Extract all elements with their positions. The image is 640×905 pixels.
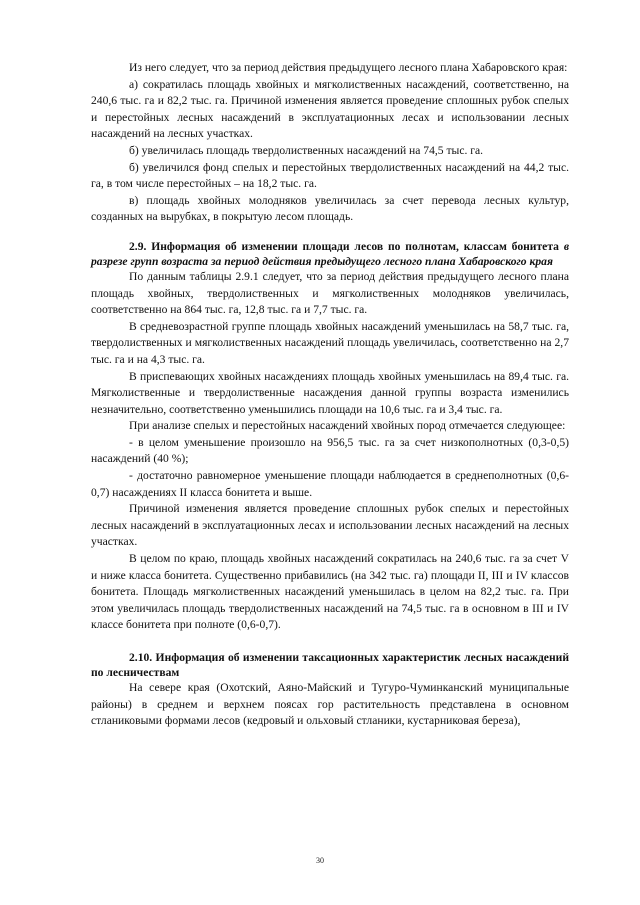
section-2-9-paragraph: В приспевающих хвойных насаждениях площадь хвойных уменьшилась на 89,4 тыс. га. Мягколиственные и твердолиственные насаждения данной группы возраста изменились незначительно, соответственно уменьшились площади на 10,6 тыс. га и 3,4 тыс. га. bbox=[91, 369, 569, 416]
section-2-9-heading bbox=[91, 239, 569, 269]
page-number: 30 bbox=[316, 856, 324, 865]
intro-item-b2: б) увеличился фонд спелых и перестойных твердолиственных насаждений на 44,2 тыс. га, в том числе перестойных – на 18,2 тыс. га. bbox=[91, 160, 569, 191]
intro-item-a: а) сократилась площадь хвойных и мягколиственных насаждений, соответственно, на 240,6 тыс. га и 82,2 тыс. га. Причиной изменения является проведение сплошных рубок спелых и перестойных лесных насаждений в эксплуатационных лесах и использовании лесных насаждений на лесных участках. bbox=[91, 77, 569, 141]
intro-lead: Из него следует, что за период действия предыдущего лесного плана Хабаровского края: bbox=[129, 61, 568, 74]
section-2-10-heading: 2.10. Информация об изменении таксационных характеристик лесных насаждений по лесничествам bbox=[91, 651, 569, 679]
section-2-9-bullet: - достаточно равномерное уменьшение площади наблюдается в среднеполнотных (0,6-0,7) насаждениях II класса бонитета и выше. bbox=[91, 469, 569, 499]
section-2-9-paragraph: В целом по краю, площадь хвойных насаждений сократилась на 240,6 тыс. га за счет V и ниже класса бонитета. Существенно прибавились (на 342 тыс. га) площади II, III и IV классов бонитета. Площадь мягколиственных насаждений уменьшилась в целом на 82,2 тыс. га. При этом увеличилась площадь твердолиственных насаждений на 74,5 тыс. га в основном в III и IV классе бонитета при полноте (0,6-0,7). bbox=[91, 552, 569, 632]
section-2-9-paragraph: При анализе спелых и перестойных насаждений хвойных пород отмечается следующее: bbox=[129, 419, 566, 433]
section-2-9-paragraph: По данным таблицы 2.9.1 следует, что за период действия предыдущего лесного плана площадь хвойных, твердолиственных и мягколиственных молодняков увеличилась, соответственно на 864 тыс. га, 12,8 тыс. га и 7,7 тыс. га. bbox=[91, 269, 569, 317]
section-2-9-bullet: - в целом уменьшение произошло на 956,5 тыс. га за счет низкополнотных (0,3-0,5) насаждений (40 %); bbox=[91, 435, 569, 466]
intro-item-b1: б) увеличилась площадь твердолиственных насаждений на 74,5 тыс. га. bbox=[129, 143, 484, 157]
section-2-9-number: 2.9. bbox=[129, 239, 147, 253]
document-page bbox=[91, 60, 569, 730]
section-2-10-paragraph: На севере края (Охотский, Аяно-Майский и Тугуро-Чуминканский муниципальные районы) в среднем и верхнем поясах гор растительность представлена в основном стланиковыми формами лесов (кедровый и ольховый стланики, кустарниковая береза), bbox=[91, 681, 569, 728]
intro-item-c: в) площадь хвойных молодняков увеличилась за счет перевода лесных культур, созданных на вырубках, в покрытую лесом площадь. bbox=[91, 193, 569, 224]
section-2-9-title-italic: в разрезе групп возраста за период действия предыдущего лесного плана Хабаровского края bbox=[91, 239, 569, 268]
section-2-9-paragraph: Причиной изменения является проведение сплошных рубок спелых и перестойных лесных насаждений в эксплуатационных лесах и использовании лесных насаждений на лесных участках. bbox=[91, 502, 569, 549]
section-2-9-title: Информация об изменении площади лесов по полнотам, классам бонитета bbox=[151, 239, 564, 253]
section-2-9-paragraph: В средневозрастной группе площадь хвойных насаждений уменьшилась на 58,7 тыс. га, твердолиственных и мягколиственных насаждений площадь увеличилась, соответственно на 2,7 тыс. га и на 4,3 тыс. га. bbox=[91, 319, 569, 366]
